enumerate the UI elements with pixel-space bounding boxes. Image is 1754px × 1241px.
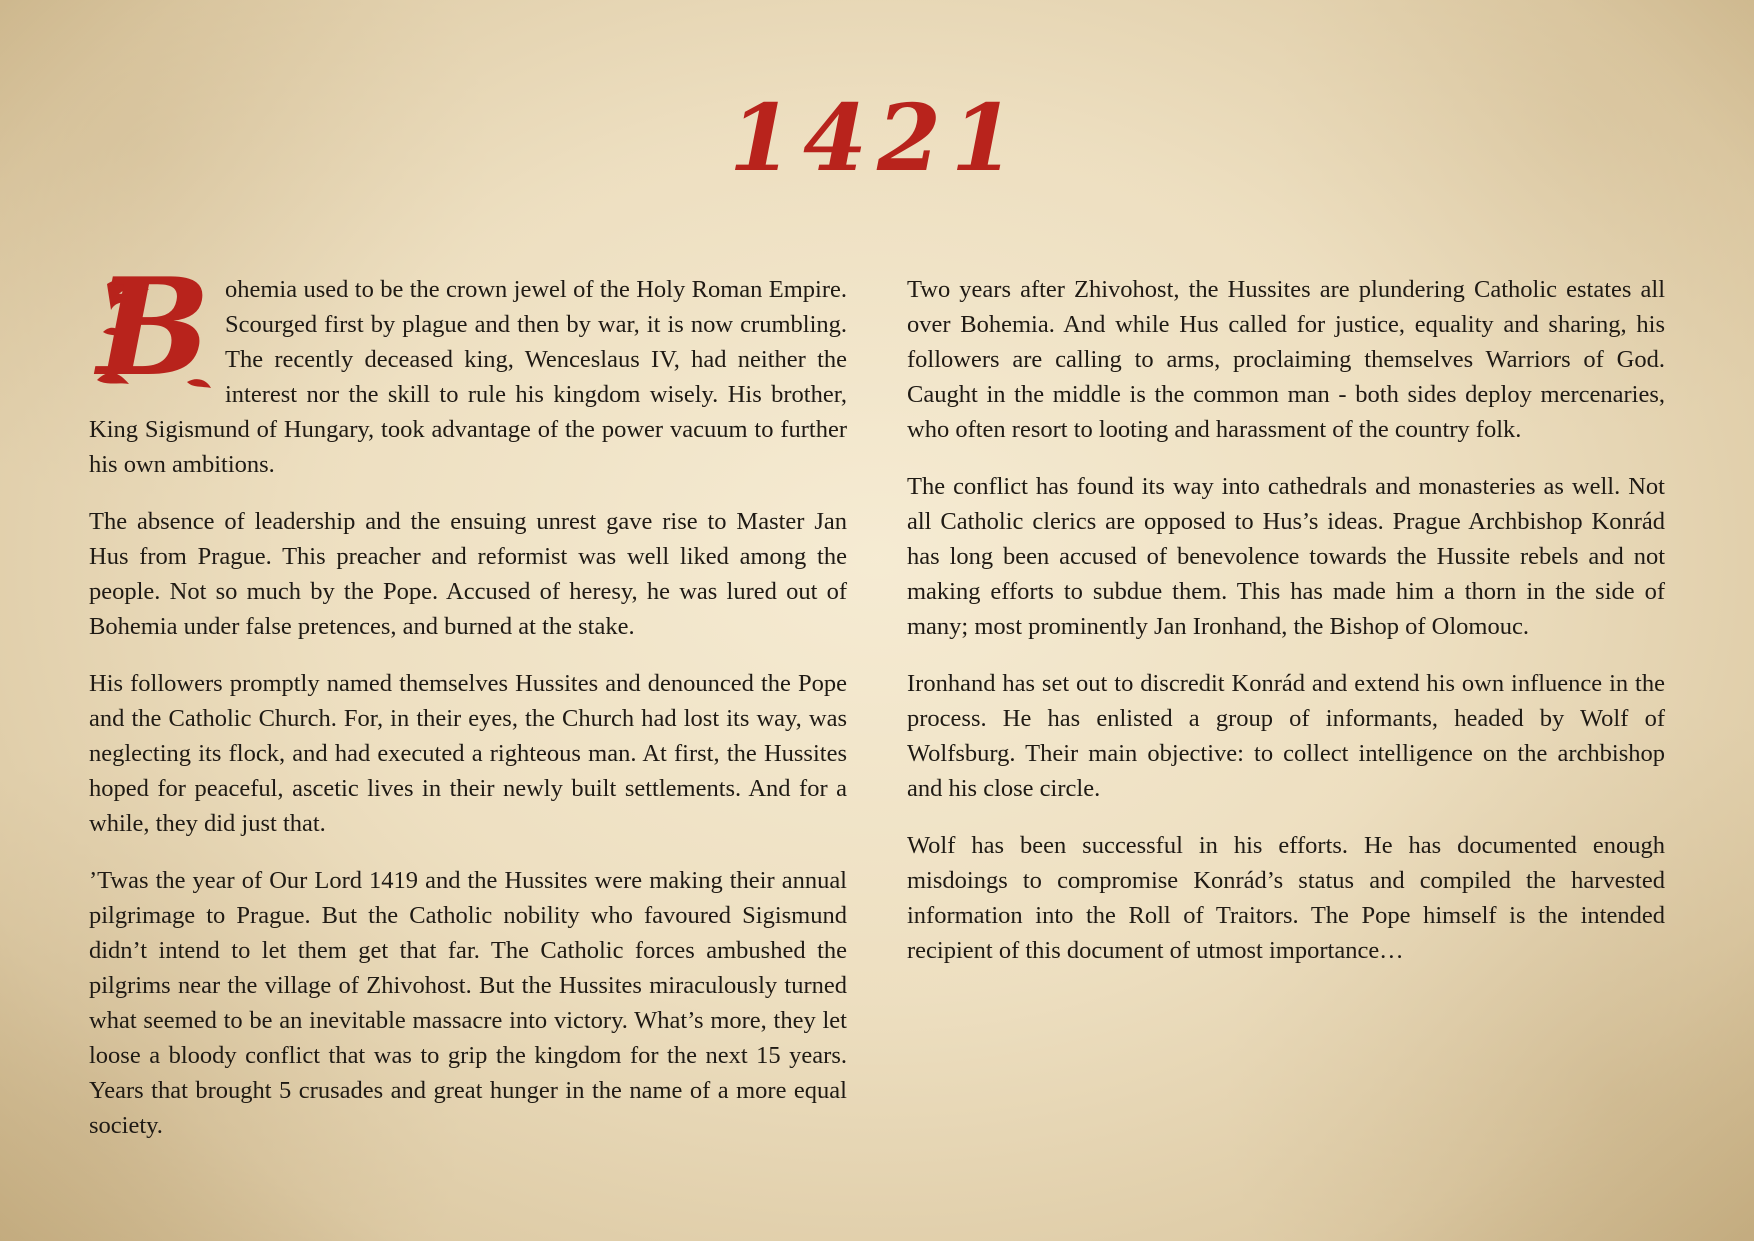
paragraph-text: ohemia used to be the crown jewel of the Holy Roman Empire. Scourged first by plague and then by war, it is now crumbling. The recently deceased king, Wenceslaus IV, had neither the interest nor the skill to rule his kingdom wisely. His brother, King Sigismund of Hungary, took advantage of the power vacuum to further his own ambitions. bbox=[89, 276, 847, 478]
left-column bbox=[89, 248, 847, 1165]
right-column bbox=[907, 272, 1665, 990]
paragraph-conflict: The conflict has found its way into cathedrals and monasteries as well. Not all Catholic clerics are opposed to Hus’s ideas. Prague Archbishop Konrád has long been accused of benevolence towards the Hussite rebels and not making efforts to subdue them. This has made him a thorn in the side of many; most prominently Jan Ironhand, the Bishop of Olomouc. bbox=[907, 473, 1665, 640]
page-title: 1421 bbox=[728, 84, 1026, 192]
paragraph-wolf: Wolf has been successful in his efforts. He has documented enough misdoings to compromise Konrád’s status and compiled the harvested information into the Roll of Traitors. The Pope himself is the intended recipient of this document of utmost importance… bbox=[907, 832, 1665, 964]
drop-cap-letter: B bbox=[97, 248, 211, 406]
paragraph-plundering: Two years after Zhivohost, the Hussites are plundering Catholic estates all over Bohemia. And while Hus called for justice, equality and sharing, his followers are calling to arms, proclaiming themselves Warriors of God. Caught in the middle is the common man - both sides deploy mercenaries, who often resort to looting and harassment of the country folk. bbox=[907, 276, 1665, 443]
paragraph-followers: His followers promptly named themselves Hussites and denounced the Pope and the Catholic Church. For, in their eyes, the Church had lost its way, was neglecting its flock, and had executed a righteous man. At first, the Hussites hoped for peaceful, ascetic lives in their newly built settlements. And for a while, they did just that. bbox=[89, 670, 847, 837]
paragraph-pilgrimage: ’Twas the year of Our Lord 1419 and the Hussites were making their annual pilgrimage to Prague. But the Catholic nobility who favoured Sigismund didn’t intend to let them get that far. The Catholic forces ambushed the pilgrims near the village of Zhivohost. But the Hussites miraculously turned what seemed to be an inevitable massacre into victory. What’s more, they let loose a bloody conflict that was to grip the kingdom for the next 15 years. Years that brought 5 crusades and great hunger in the name of a more equal society. bbox=[89, 867, 847, 1139]
paragraph-jan-hus: The absence of leadership and the ensuing unrest gave rise to Master Jan Hus from Prague. This preacher and reformist was well liked among the people. Not so much by the Pope. Accused of heresy, he was lured out of Bohemia under false pretences, and burned at the stake. bbox=[89, 508, 847, 640]
paragraph-bohemia bbox=[89, 248, 847, 482]
drop-cap-ornament bbox=[89, 248, 215, 406]
paragraph-ironhand: Ironhand has set out to discredit Konrád and extend his own influence in the process. He has enlisted a group of informants, headed by Wolf of Wolfsburg. Their main objective: to collect intelligence on the archbishop and his close circle. bbox=[907, 670, 1665, 802]
